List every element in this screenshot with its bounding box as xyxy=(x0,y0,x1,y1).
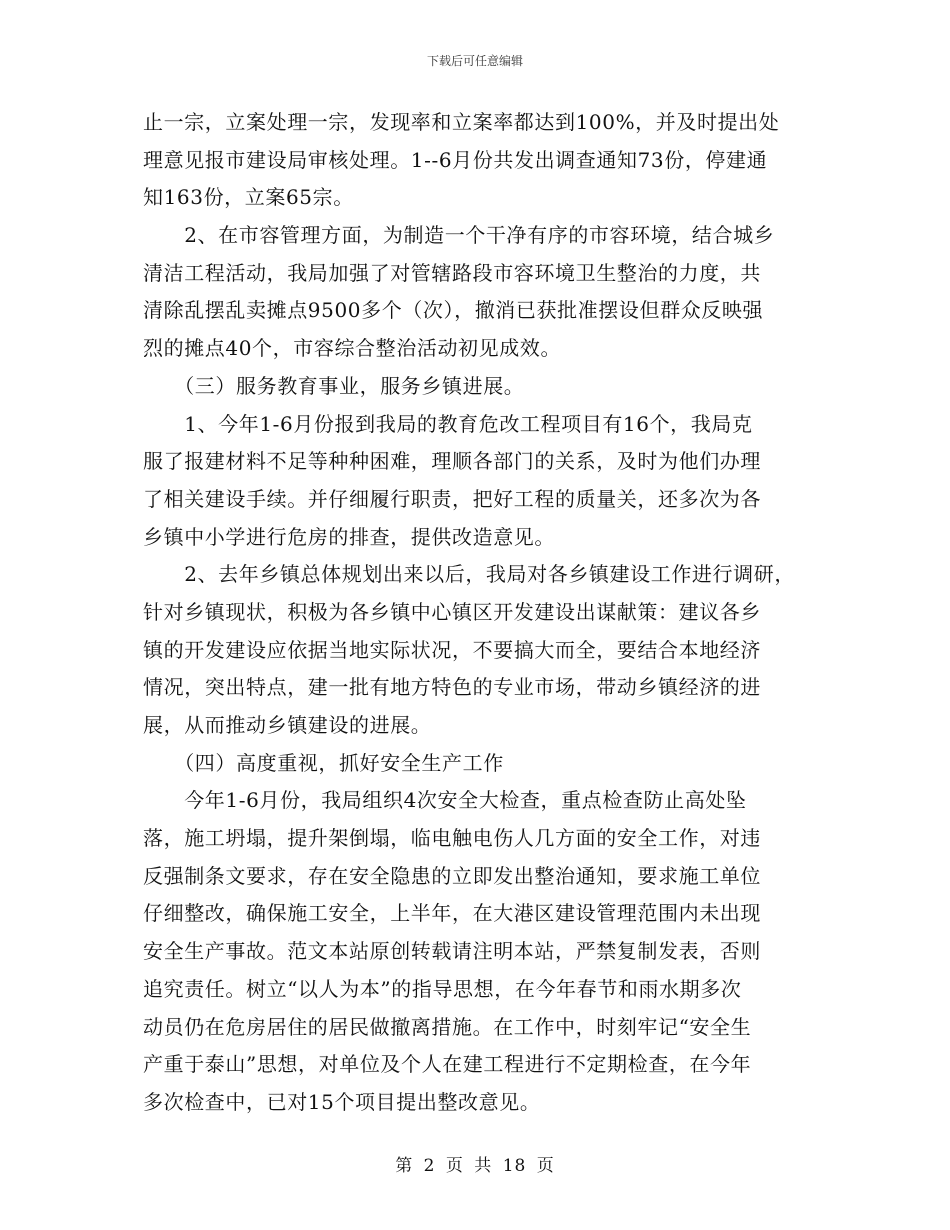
page-header-note: 下载后可任意编辑 xyxy=(426,54,523,68)
document-body xyxy=(143,104,823,1122)
body-line: 情况，突出特点，建一批有地方特色的专业市场，带动乡镇经济的进 xyxy=(143,675,761,700)
body-line: 展，从而推动乡镇建设的进展。 xyxy=(143,713,432,737)
section-heading: （四）高度重视，抓好安全生产工作 xyxy=(143,750,504,775)
body-line: 落，施工坍塌，提升架倒塌，临电触电伤人几方面的安全工作，对违 xyxy=(143,826,761,851)
body-line: 多次检查中，已对15个项目提出整改意见。 xyxy=(143,1089,541,1114)
body-line: 2、在市容管理方面，为制造一个干净有序的市容环境，结合城乡 xyxy=(143,223,775,248)
body-line: 知163份，立案65宗。 xyxy=(143,185,354,210)
body-line: 产重于泰山”思想，对单位及个人在建工程进行不定期检查，在今年 xyxy=(143,1052,752,1077)
body-line: 针对乡镇现状，积极为各乡镇中心镇区开发建设出谋献策：建议各乡 xyxy=(143,599,761,624)
body-line: 今年1-6月份，我局组织4次安全大检查，重点检查防止高处坠 xyxy=(143,788,747,813)
body-line: 安全生产事故。范文本站原创转载请注明本站，严禁复制发表，否则 xyxy=(143,939,761,964)
body-line: 烈的摊点40个，市容综合整治活动初见成效。 xyxy=(143,336,562,361)
body-line: 1、今年1-6月份报到我局的教育危改工程项目有16个，我局克 xyxy=(143,411,753,436)
body-line: 反强制条文要求，存在安全隐患的立即发出整治通知，要求施工单位 xyxy=(143,863,761,888)
body-line: 止一宗，立案处理一宗，发现率和立案率都达到100%，并及时提出处 xyxy=(143,110,780,134)
body-line: 镇的开发建设应依据当地实际状况，不要搞大而全，要结合本地经济 xyxy=(143,637,761,662)
page-number: 第 2 页 共 18 页 xyxy=(395,1156,555,1176)
body-line: 理意见报市建设局审核处理。1--6月份共发出调查通知73份，停建通 xyxy=(143,147,768,172)
body-line: 2、去年乡镇总体规划出来以后，我局对各乡镇建设工作进行调研， xyxy=(143,562,795,587)
body-line: 了相关建设手续。并仔细履行职责，把好工程的质量关，还多次为各 xyxy=(143,486,761,511)
body-line: 仔细整改，确保施工安全，上半年，在大港区建设管理范围内未出现 xyxy=(143,901,761,926)
body-line: 动员仍在危房居住的居民做撤离措施。在工作中，时刻牢记“安全生 xyxy=(143,1014,752,1039)
body-line: 清除乱摆乱卖摊点9500多个（次），撤消已获批准摆设但群众反映强 xyxy=(143,298,764,323)
section-heading: （三）服务教育事业，服务乡镇进展。 xyxy=(143,373,525,398)
body-line: 追究责任。树立“以人为本”的指导思想，在今年春节和雨水期多次 xyxy=(143,976,742,1001)
body-line: 清洁工程活动，我局加强了对管辖路段市容环境卫生整治的力度，共 xyxy=(143,260,761,285)
body-line: 乡镇中小学进行危房的排查，提供改造意见。 xyxy=(143,524,555,549)
body-line: 服了报建材料不足等种种困难，理顺各部门的关系，及时为他们办理 xyxy=(143,449,761,474)
